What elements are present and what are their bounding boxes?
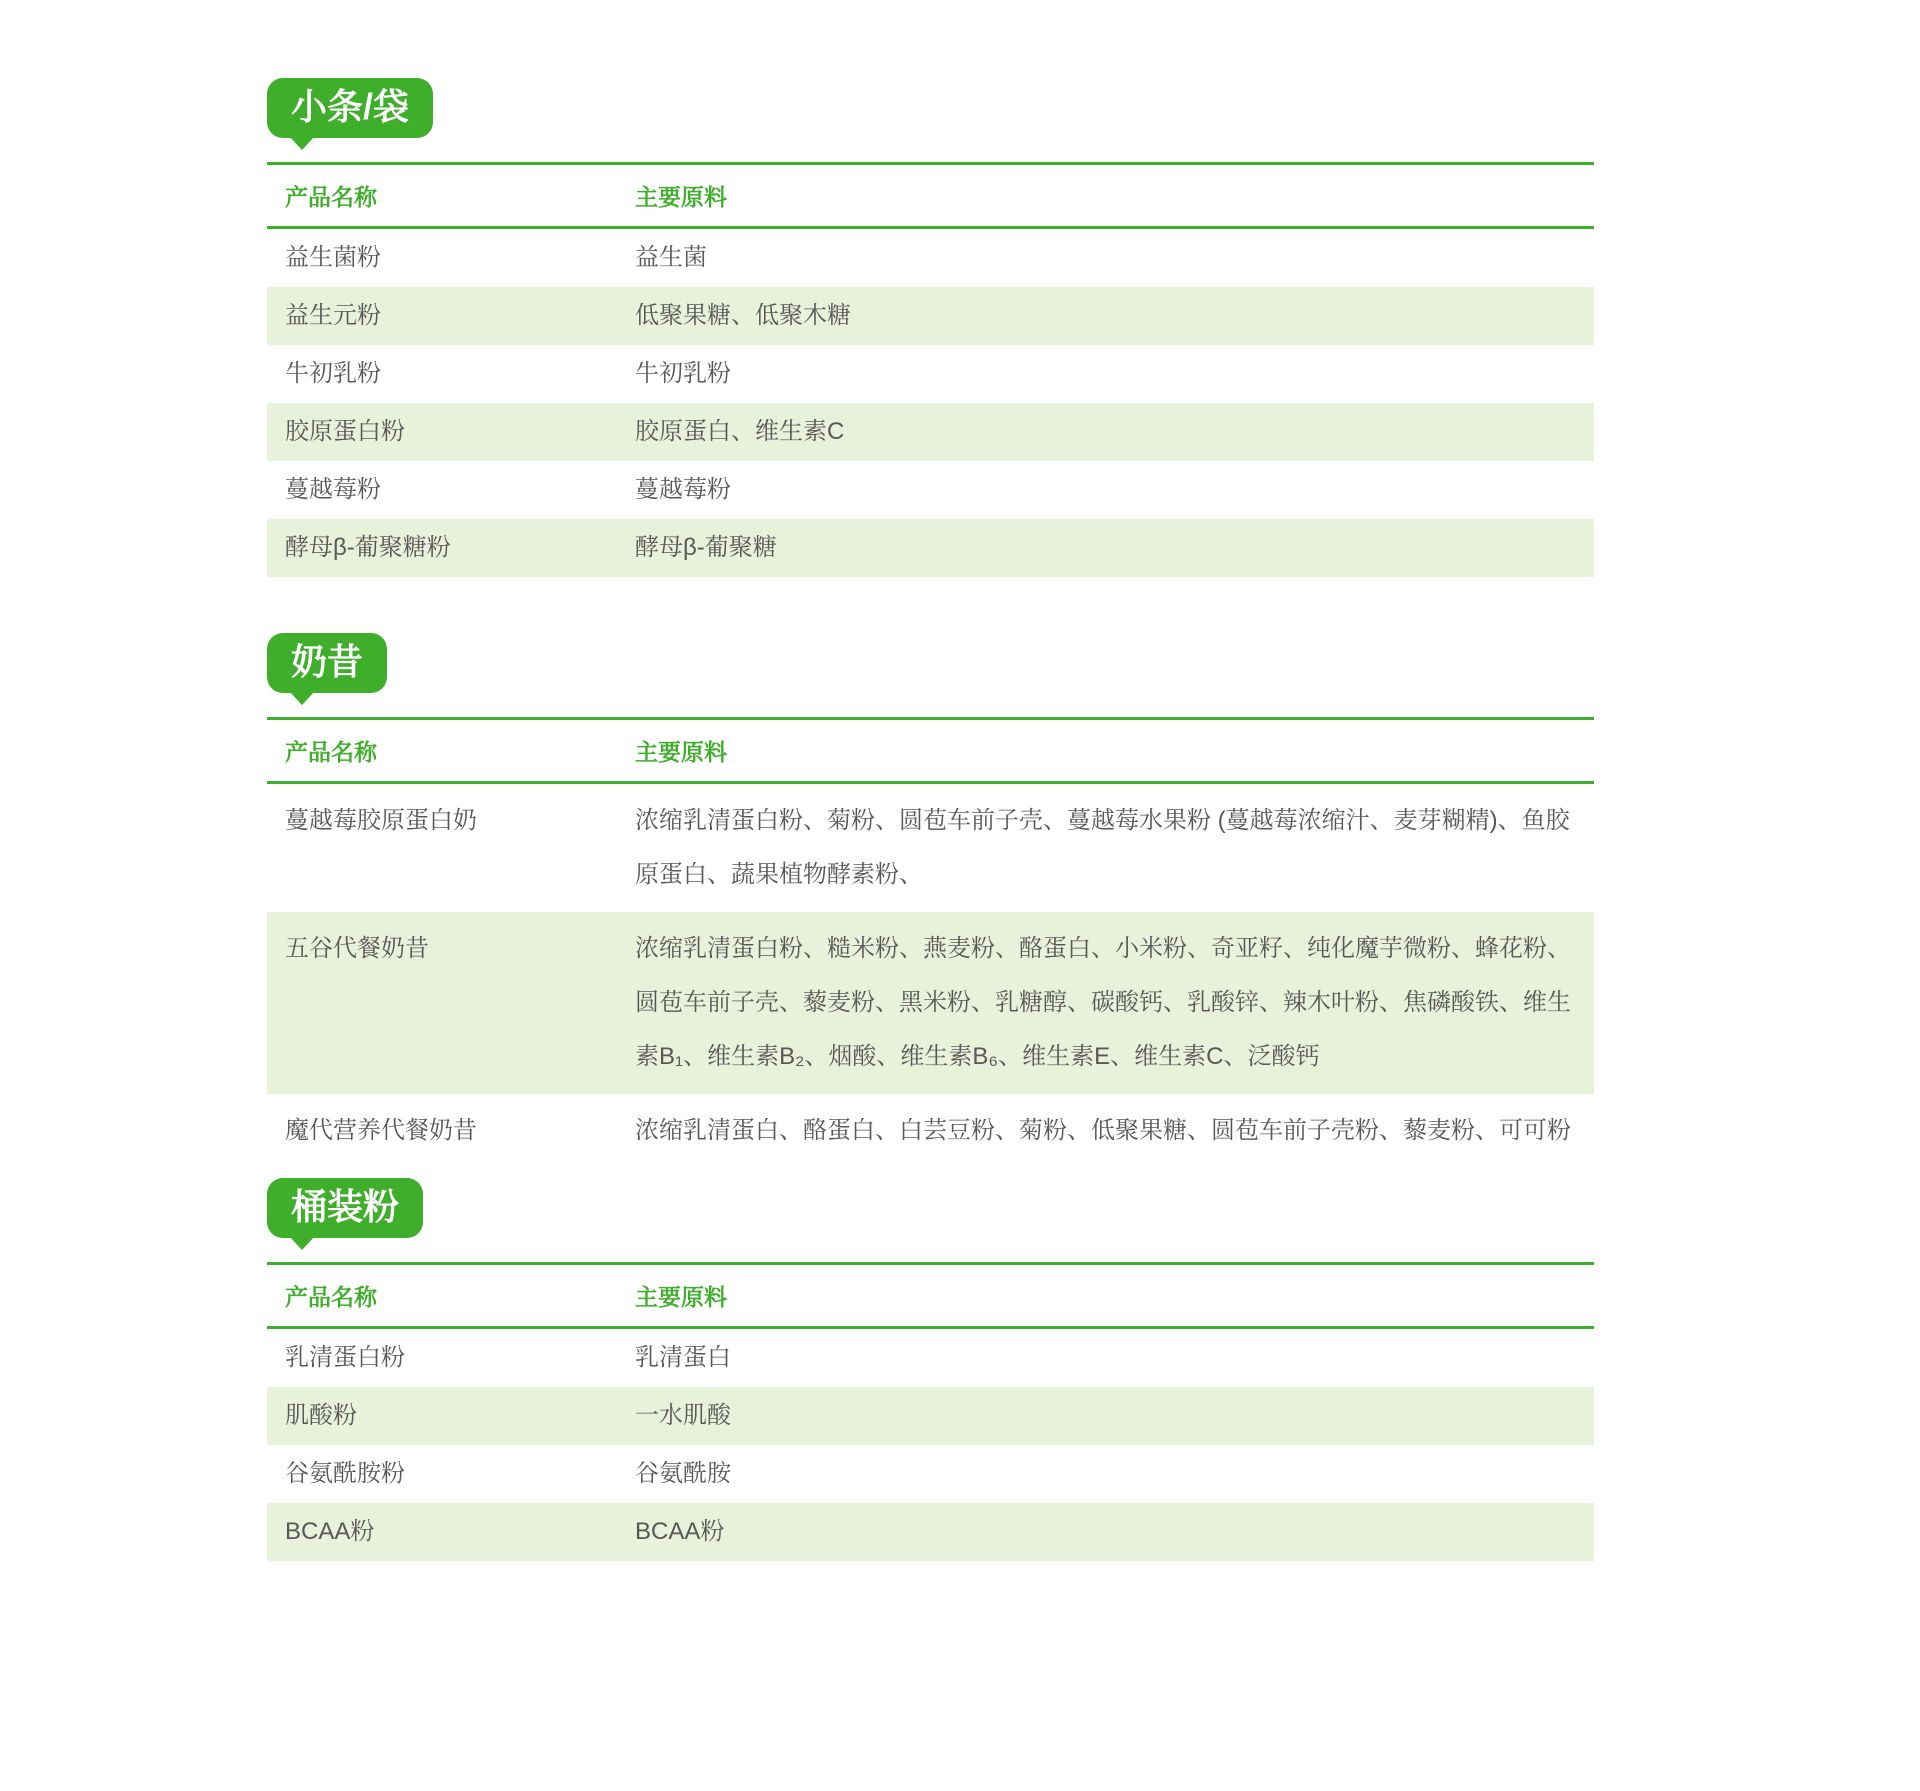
product-name-cell: 五谷代餐奶昔 <box>285 935 429 962</box>
ingredients-cell: 浓缩乳清蛋白粉、糙米粉、燕麦粉、酪蛋白、小米粉、奇亚籽、纯化魔芋微粉、蜂花粉、圆苞车前子壳、藜麦粉、黑米粉、乳糖醇、碳酸钙、乳酸锌、辣木叶粉、焦磷酸铁、维生素B₁、维生素B₂、烟酸、维生素B₆、维生素E、维生素C、泛酸钙 <box>635 935 1571 1070</box>
ingredients-cell: 一水肌酸 <box>635 1402 731 1429</box>
table-row <box>267 784 1594 912</box>
table-body <box>267 1329 1594 1561</box>
product-name-cell: 益生菌粉 <box>285 244 381 271</box>
table-row <box>267 912 1594 1094</box>
table-row <box>267 229 1594 287</box>
table-header-row <box>267 720 1594 784</box>
ingredients-cell: 牛初乳粉 <box>635 360 731 387</box>
table-row <box>267 345 1594 403</box>
table-row <box>267 461 1594 519</box>
table-row <box>267 1445 1594 1503</box>
section-badge-label: 奶昔 <box>291 641 364 682</box>
product-name-cell: 魔代营养代餐奶昔 <box>285 1117 477 1144</box>
table-row <box>267 519 1594 577</box>
product-name-cell: 谷氨酰胺粉 <box>285 1460 405 1487</box>
ingredients-cell: 谷氨酰胺 <box>635 1460 731 1487</box>
ingredients-cell: 浓缩乳清蛋白、酪蛋白、白芸豆粉、菊粉、低聚果糖、圆苞车前子壳粉、藜麦粉、可可粉 <box>635 1117 1571 1144</box>
ingredients-cell: 益生菌 <box>635 244 707 271</box>
ingredients-cell: 浓缩乳清蛋白粉、菊粉、圆苞车前子壳、蔓越莓水果粉 (蔓越莓浓缩汁、麦芽糊精)、鱼胶原蛋白、蔬果植物酵素粉、 <box>635 807 1570 888</box>
product-section <box>267 633 1594 1168</box>
column-header-product-name: 产品名称 <box>285 184 377 210</box>
section-badge <box>267 78 433 138</box>
product-table <box>267 717 1594 1168</box>
column-header-main-ingredients: 主要原料 <box>635 739 727 765</box>
section-badge-label: 桶装粉 <box>291 1186 400 1227</box>
product-table <box>267 1262 1594 1561</box>
product-name-cell: 蔓越莓胶原蛋白奶 <box>285 807 477 834</box>
ingredients-cell: BCAA粉 <box>635 1518 725 1545</box>
product-name-cell: 乳清蛋白粉 <box>285 1344 405 1371</box>
ingredients-cell: 蔓越莓粉 <box>635 476 731 503</box>
table-row <box>267 1387 1594 1445</box>
product-table <box>267 162 1594 577</box>
table-header-row <box>267 1265 1594 1329</box>
product-name-cell: 牛初乳粉 <box>285 360 381 387</box>
product-name-cell: 益生元粉 <box>285 302 381 329</box>
column-header-product-name: 产品名称 <box>285 1284 377 1310</box>
product-section <box>267 78 1594 577</box>
product-name-cell: 蔓越莓粉 <box>285 476 381 503</box>
table-header-row <box>267 165 1594 229</box>
table-row <box>267 287 1594 345</box>
product-name-cell: 肌酸粉 <box>285 1402 357 1429</box>
section-badge <box>267 1178 423 1238</box>
product-name-cell: 胶原蛋白粉 <box>285 418 405 445</box>
column-header-main-ingredients: 主要原料 <box>635 1284 727 1310</box>
column-header-product-name: 产品名称 <box>285 739 377 765</box>
product-section <box>267 1178 1594 1561</box>
ingredients-cell: 低聚果糖、低聚木糖 <box>635 302 851 329</box>
product-name-cell: 酵母β-葡聚糖粉 <box>285 534 451 561</box>
section-badge-label: 小条/袋 <box>291 86 410 127</box>
ingredients-cell: 酵母β-葡聚糖 <box>635 534 777 561</box>
product-name-cell: BCAA粉 <box>285 1518 375 1545</box>
ingredients-cell: 乳清蛋白 <box>635 1344 731 1371</box>
ingredients-cell: 胶原蛋白、维生素C <box>635 418 845 445</box>
table-row <box>267 403 1594 461</box>
table-row <box>267 1094 1594 1168</box>
table-row <box>267 1503 1594 1561</box>
column-header-main-ingredients: 主要原料 <box>635 184 727 210</box>
product-tables <box>267 0 1594 1561</box>
section-badge <box>267 633 387 693</box>
table-body <box>267 229 1594 577</box>
table-row <box>267 1329 1594 1387</box>
table-body <box>267 784 1594 1168</box>
